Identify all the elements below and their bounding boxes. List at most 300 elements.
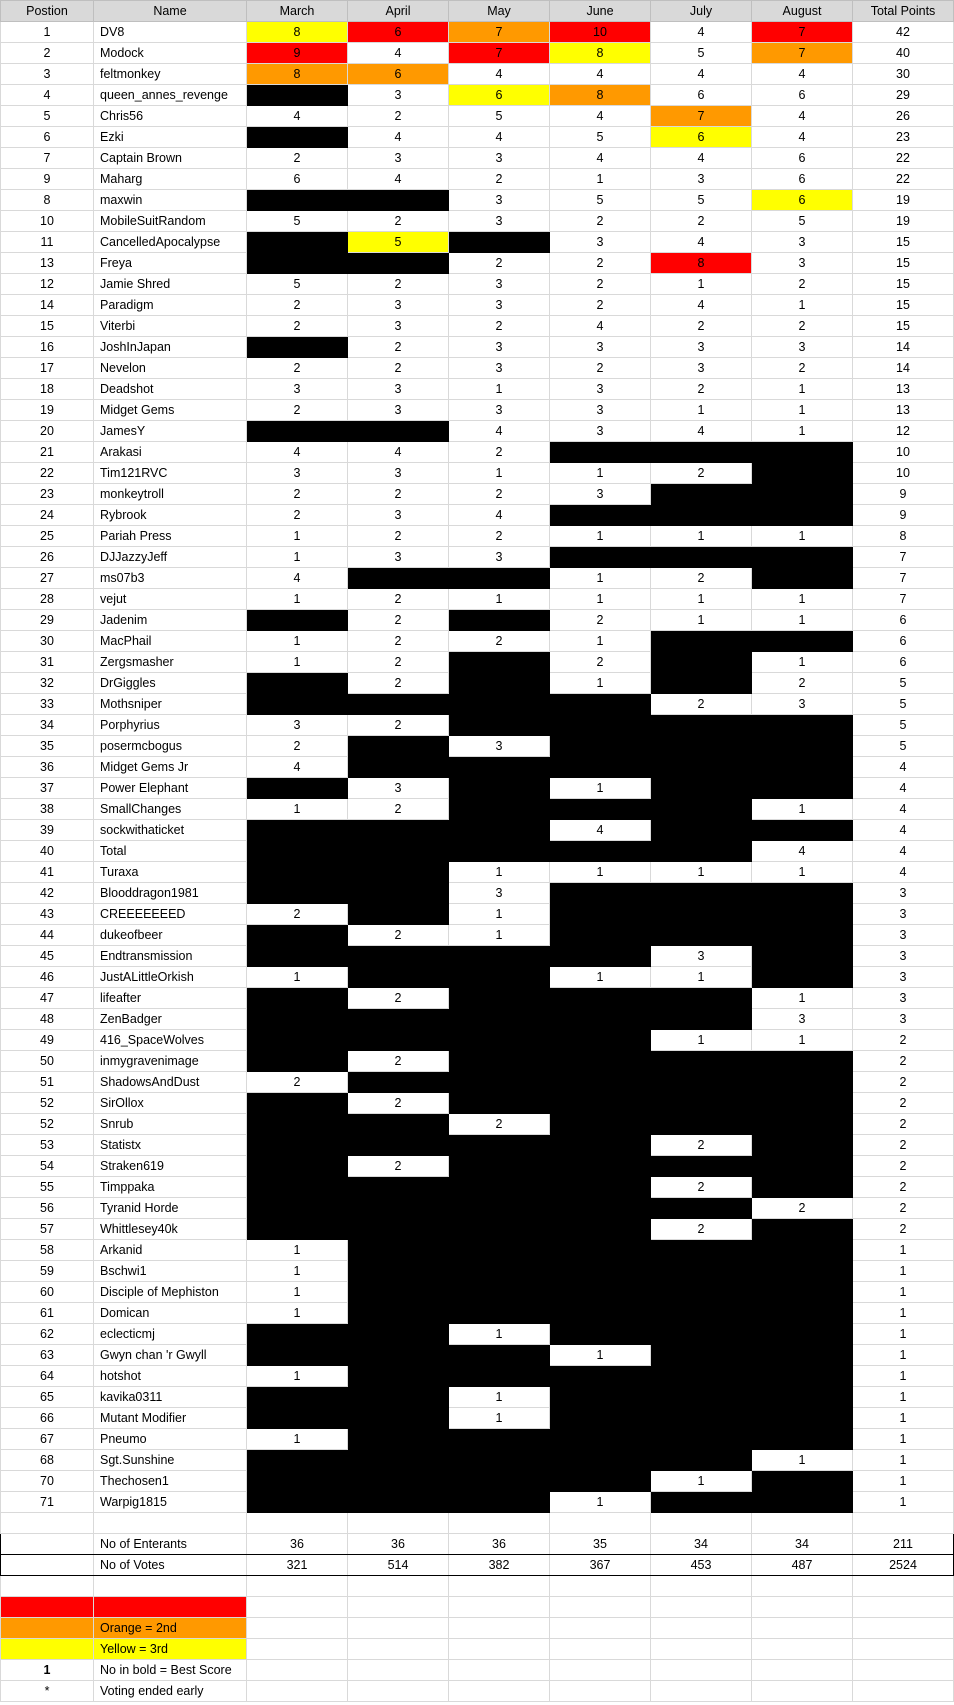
june-score-cell[interactable]: 1: [550, 1345, 651, 1366]
total-points-cell[interactable]: 7: [853, 568, 954, 589]
total-points-cell[interactable]: 7: [853, 589, 954, 610]
june-score-cell[interactable]: [550, 1429, 651, 1450]
position-cell[interactable]: 43: [1, 904, 94, 925]
may-score-cell[interactable]: [449, 1219, 550, 1240]
empty-cell[interactable]: [348, 1513, 449, 1534]
may-score-cell[interactable]: 2: [449, 316, 550, 337]
name-cell[interactable]: Timppaka: [94, 1177, 247, 1198]
june-score-cell[interactable]: 3: [550, 337, 651, 358]
may-score-cell[interactable]: [449, 1030, 550, 1051]
legend-text[interactable]: Orange = 2nd: [94, 1618, 247, 1639]
name-cell[interactable]: Snrub: [94, 1114, 247, 1135]
position-cell[interactable]: 35: [1, 736, 94, 757]
empty-cell[interactable]: [247, 1597, 348, 1618]
april-score-cell[interactable]: 2: [348, 610, 449, 631]
july-score-cell[interactable]: 3: [651, 358, 752, 379]
total-points-cell[interactable]: 29: [853, 85, 954, 106]
position-cell[interactable]: 31: [1, 652, 94, 673]
july-score-cell[interactable]: [651, 757, 752, 778]
march-score-cell[interactable]: 2: [247, 295, 348, 316]
july-score-cell[interactable]: [651, 1408, 752, 1429]
april-score-cell[interactable]: 2: [348, 589, 449, 610]
name-cell[interactable]: Endtransmission: [94, 946, 247, 967]
july-score-cell[interactable]: [651, 1114, 752, 1135]
april-score-cell[interactable]: [348, 1135, 449, 1156]
july-score-cell[interactable]: [651, 1282, 752, 1303]
july-score-cell[interactable]: 2: [651, 316, 752, 337]
summary-total-cell[interactable]: 211: [853, 1534, 954, 1555]
march-score-cell[interactable]: [247, 1324, 348, 1345]
july-score-cell[interactable]: [651, 652, 752, 673]
april-score-cell[interactable]: [348, 1198, 449, 1219]
june-score-cell[interactable]: [550, 547, 651, 568]
may-score-cell[interactable]: [449, 1198, 550, 1219]
june-score-cell[interactable]: 4: [550, 64, 651, 85]
april-score-cell[interactable]: 3: [348, 295, 449, 316]
june-score-cell[interactable]: 8: [550, 85, 651, 106]
may-score-cell[interactable]: 1: [449, 379, 550, 400]
april-score-cell[interactable]: 3: [348, 85, 449, 106]
july-score-cell[interactable]: 8: [651, 253, 752, 274]
august-score-cell[interactable]: 1: [752, 988, 853, 1009]
position-cell[interactable]: 65: [1, 1387, 94, 1408]
may-score-cell[interactable]: 4: [449, 421, 550, 442]
may-score-cell[interactable]: [449, 1009, 550, 1030]
empty-cell[interactable]: [752, 1513, 853, 1534]
april-score-cell[interactable]: [348, 190, 449, 211]
august-score-cell[interactable]: [752, 778, 853, 799]
june-score-cell[interactable]: 2: [550, 295, 651, 316]
april-score-cell[interactable]: [348, 1303, 449, 1324]
total-points-cell[interactable]: 7: [853, 547, 954, 568]
may-score-cell[interactable]: [449, 1303, 550, 1324]
july-score-cell[interactable]: [651, 1198, 752, 1219]
august-score-cell[interactable]: [752, 547, 853, 568]
june-score-cell[interactable]: [550, 946, 651, 967]
june-score-cell[interactable]: 5: [550, 127, 651, 148]
july-score-cell[interactable]: [651, 925, 752, 946]
summary-total-cell[interactable]: 2524: [853, 1555, 954, 1576]
name-cell[interactable]: Mutant Modifier: [94, 1408, 247, 1429]
name-cell[interactable]: posermcbogus: [94, 736, 247, 757]
name-cell[interactable]: DrGiggles: [94, 673, 247, 694]
name-cell[interactable]: Pariah Press: [94, 526, 247, 547]
name-cell[interactable]: Midget Gems: [94, 400, 247, 421]
position-cell[interactable]: 30: [1, 631, 94, 652]
june-score-cell[interactable]: 1: [550, 967, 651, 988]
name-cell[interactable]: JustALittleOrkish: [94, 967, 247, 988]
june-score-cell[interactable]: [550, 1303, 651, 1324]
june-score-cell[interactable]: [550, 1366, 651, 1387]
total-points-cell[interactable]: 6: [853, 652, 954, 673]
position-cell[interactable]: 36: [1, 757, 94, 778]
april-score-cell[interactable]: [348, 841, 449, 862]
may-score-cell[interactable]: 3: [449, 337, 550, 358]
name-cell[interactable]: Gwyn chan 'r Gwyll: [94, 1345, 247, 1366]
july-score-cell[interactable]: 4: [651, 148, 752, 169]
june-score-cell[interactable]: [550, 1387, 651, 1408]
may-score-cell[interactable]: [449, 1450, 550, 1471]
total-points-cell[interactable]: 12: [853, 421, 954, 442]
april-score-cell[interactable]: 2: [348, 526, 449, 547]
may-score-cell[interactable]: [449, 1051, 550, 1072]
april-score-cell[interactable]: 3: [348, 379, 449, 400]
summary-label[interactable]: No of Enterants: [94, 1534, 247, 1555]
july-score-cell[interactable]: 2: [651, 1219, 752, 1240]
may-score-cell[interactable]: 1: [449, 589, 550, 610]
march-score-cell[interactable]: [247, 1135, 348, 1156]
august-score-cell[interactable]: [752, 820, 853, 841]
may-summary-cell[interactable]: 382: [449, 1555, 550, 1576]
position-cell[interactable]: 10: [1, 211, 94, 232]
august-score-cell[interactable]: 2: [752, 673, 853, 694]
column-header[interactable]: Postion: [1, 1, 94, 22]
april-score-cell[interactable]: 2: [348, 484, 449, 505]
july-score-cell[interactable]: [651, 1240, 752, 1261]
july-score-cell[interactable]: 1: [651, 967, 752, 988]
august-score-cell[interactable]: 2: [752, 274, 853, 295]
april-score-cell[interactable]: 3: [348, 463, 449, 484]
empty-cell[interactable]: [550, 1513, 651, 1534]
march-score-cell[interactable]: [247, 421, 348, 442]
june-score-cell[interactable]: [550, 1072, 651, 1093]
july-score-cell[interactable]: [651, 1387, 752, 1408]
march-score-cell[interactable]: [247, 1009, 348, 1030]
total-points-cell[interactable]: 3: [853, 946, 954, 967]
march-score-cell[interactable]: 1: [247, 1429, 348, 1450]
june-score-cell[interactable]: 1: [550, 169, 651, 190]
march-score-cell[interactable]: 3: [247, 715, 348, 736]
empty-cell[interactable]: [853, 1597, 954, 1618]
position-cell[interactable]: 40: [1, 841, 94, 862]
may-score-cell[interactable]: 3: [449, 400, 550, 421]
april-score-cell[interactable]: [348, 421, 449, 442]
legend-text[interactable]: Yellow = 3rd: [94, 1639, 247, 1660]
legend-swatch[interactable]: 1: [1, 1660, 94, 1681]
july-score-cell[interactable]: 7: [651, 106, 752, 127]
april-score-cell[interactable]: [348, 757, 449, 778]
position-cell[interactable]: 9: [1, 169, 94, 190]
empty-cell[interactable]: [348, 1681, 449, 1702]
may-score-cell[interactable]: 2: [449, 484, 550, 505]
position-cell[interactable]: 49: [1, 1030, 94, 1051]
may-score-cell[interactable]: [449, 610, 550, 631]
name-cell[interactable]: dukeofbeer: [94, 925, 247, 946]
june-score-cell[interactable]: 3: [550, 484, 651, 505]
empty-cell[interactable]: [752, 1639, 853, 1660]
april-score-cell[interactable]: [348, 1408, 449, 1429]
name-cell[interactable]: Power Elephant: [94, 778, 247, 799]
july-score-cell[interactable]: 1: [651, 1030, 752, 1051]
march-score-cell[interactable]: 3: [247, 379, 348, 400]
total-points-cell[interactable]: 15: [853, 253, 954, 274]
empty-cell[interactable]: [853, 1618, 954, 1639]
total-points-cell[interactable]: 5: [853, 694, 954, 715]
june-score-cell[interactable]: [550, 904, 651, 925]
august-score-cell[interactable]: 4: [752, 127, 853, 148]
march-score-cell[interactable]: 2: [247, 505, 348, 526]
august-score-cell[interactable]: [752, 1156, 853, 1177]
total-points-cell[interactable]: 3: [853, 967, 954, 988]
april-score-cell[interactable]: 3: [348, 316, 449, 337]
april-score-cell[interactable]: [348, 1324, 449, 1345]
name-cell[interactable]: Disciple of Mephiston: [94, 1282, 247, 1303]
june-score-cell[interactable]: 1: [550, 1492, 651, 1513]
april-score-cell[interactable]: [348, 1219, 449, 1240]
may-score-cell[interactable]: 4: [449, 127, 550, 148]
empty-cell[interactable]: [550, 1660, 651, 1681]
may-score-cell[interactable]: 3: [449, 547, 550, 568]
july-score-cell[interactable]: [651, 1009, 752, 1030]
name-cell[interactable]: inmygravenimage: [94, 1051, 247, 1072]
position-cell[interactable]: 5: [1, 106, 94, 127]
may-score-cell[interactable]: 2: [449, 442, 550, 463]
may-score-cell[interactable]: [449, 652, 550, 673]
position-cell[interactable]: 37: [1, 778, 94, 799]
august-score-cell[interactable]: 7: [752, 43, 853, 64]
august-score-cell[interactable]: 3: [752, 337, 853, 358]
position-cell[interactable]: 20: [1, 421, 94, 442]
legend-text[interactable]: Voting ended early: [94, 1681, 247, 1702]
may-score-cell[interactable]: 1: [449, 904, 550, 925]
april-score-cell[interactable]: [348, 1177, 449, 1198]
may-score-cell[interactable]: [449, 1093, 550, 1114]
march-score-cell[interactable]: 1: [247, 1261, 348, 1282]
legend-swatch[interactable]: [1, 1639, 94, 1660]
name-cell[interactable]: Deadshot: [94, 379, 247, 400]
august-score-cell[interactable]: [752, 1366, 853, 1387]
position-cell[interactable]: 61: [1, 1303, 94, 1324]
may-score-cell[interactable]: 2: [449, 253, 550, 274]
august-score-cell[interactable]: 4: [752, 106, 853, 127]
position-cell[interactable]: 16: [1, 337, 94, 358]
name-cell[interactable]: Jadenim: [94, 610, 247, 631]
august-score-cell[interactable]: 2: [752, 358, 853, 379]
name-cell[interactable]: Warpig1815: [94, 1492, 247, 1513]
april-score-cell[interactable]: [348, 1240, 449, 1261]
position-cell[interactable]: 15: [1, 316, 94, 337]
legend-swatch[interactable]: *: [1, 1681, 94, 1702]
position-cell[interactable]: 17: [1, 358, 94, 379]
total-points-cell[interactable]: 4: [853, 799, 954, 820]
total-points-cell[interactable]: 2: [853, 1051, 954, 1072]
column-header[interactable]: July: [651, 1, 752, 22]
june-score-cell[interactable]: 5: [550, 190, 651, 211]
july-score-cell[interactable]: [651, 1345, 752, 1366]
july-score-cell[interactable]: 4: [651, 232, 752, 253]
name-cell[interactable]: Midget Gems Jr: [94, 757, 247, 778]
empty-cell[interactable]: [449, 1576, 550, 1597]
august-score-cell[interactable]: [752, 736, 853, 757]
april-score-cell[interactable]: [348, 1387, 449, 1408]
position-cell[interactable]: 56: [1, 1198, 94, 1219]
june-score-cell[interactable]: 1: [550, 568, 651, 589]
empty-cell[interactable]: [853, 1576, 954, 1597]
april-score-cell[interactable]: 2: [348, 1156, 449, 1177]
may-score-cell[interactable]: 1: [449, 1387, 550, 1408]
march-score-cell[interactable]: [247, 1387, 348, 1408]
position-cell[interactable]: 19: [1, 400, 94, 421]
august-score-cell[interactable]: [752, 1072, 853, 1093]
june-score-cell[interactable]: 4: [550, 148, 651, 169]
april-score-cell[interactable]: [348, 1366, 449, 1387]
april-score-cell[interactable]: 2: [348, 799, 449, 820]
total-points-cell[interactable]: 1: [853, 1429, 954, 1450]
column-header[interactable]: June: [550, 1, 651, 22]
april-score-cell[interactable]: [348, 967, 449, 988]
position-cell[interactable]: 67: [1, 1429, 94, 1450]
august-score-cell[interactable]: 6: [752, 85, 853, 106]
april-score-cell[interactable]: 4: [348, 442, 449, 463]
july-score-cell[interactable]: [651, 1093, 752, 1114]
august-score-cell[interactable]: [752, 946, 853, 967]
position-cell[interactable]: 50: [1, 1051, 94, 1072]
may-score-cell[interactable]: [449, 988, 550, 1009]
position-cell[interactable]: 45: [1, 946, 94, 967]
position-cell[interactable]: 39: [1, 820, 94, 841]
april-score-cell[interactable]: [348, 1282, 449, 1303]
july-score-cell[interactable]: 4: [651, 22, 752, 43]
june-score-cell[interactable]: [550, 1177, 651, 1198]
march-score-cell[interactable]: 1: [247, 631, 348, 652]
august-score-cell[interactable]: [752, 715, 853, 736]
august-score-cell[interactable]: [752, 505, 853, 526]
july-score-cell[interactable]: 2: [651, 1177, 752, 1198]
name-cell[interactable]: sockwithaticket: [94, 820, 247, 841]
name-cell[interactable]: Maharg: [94, 169, 247, 190]
march-score-cell[interactable]: 9: [247, 43, 348, 64]
june-score-cell[interactable]: 1: [550, 589, 651, 610]
june-score-cell[interactable]: 1: [550, 463, 651, 484]
march-score-cell[interactable]: [247, 862, 348, 883]
may-score-cell[interactable]: 3: [449, 295, 550, 316]
august-score-cell[interactable]: 5: [752, 211, 853, 232]
empty-cell[interactable]: [247, 1639, 348, 1660]
total-points-cell[interactable]: 26: [853, 106, 954, 127]
june-score-cell[interactable]: 4: [550, 316, 651, 337]
march-score-cell[interactable]: 8: [247, 64, 348, 85]
position-cell[interactable]: 34: [1, 715, 94, 736]
april-score-cell[interactable]: 2: [348, 715, 449, 736]
total-points-cell[interactable]: 1: [853, 1282, 954, 1303]
july-score-cell[interactable]: [651, 1492, 752, 1513]
march-score-cell[interactable]: 1: [247, 967, 348, 988]
june-score-cell[interactable]: 3: [550, 379, 651, 400]
may-score-cell[interactable]: [449, 1177, 550, 1198]
name-cell[interactable]: Turaxa: [94, 862, 247, 883]
may-score-cell[interactable]: [449, 715, 550, 736]
march-score-cell[interactable]: [247, 253, 348, 274]
position-cell[interactable]: 11: [1, 232, 94, 253]
position-cell[interactable]: 2: [1, 43, 94, 64]
july-score-cell[interactable]: [651, 1366, 752, 1387]
july-score-cell[interactable]: 1: [651, 274, 752, 295]
name-cell[interactable]: Domican: [94, 1303, 247, 1324]
april-score-cell[interactable]: [348, 1429, 449, 1450]
march-score-cell[interactable]: [247, 1051, 348, 1072]
august-score-cell[interactable]: [752, 1261, 853, 1282]
march-score-cell[interactable]: [247, 610, 348, 631]
name-cell[interactable]: ZenBadger: [94, 1009, 247, 1030]
june-score-cell[interactable]: 4: [550, 106, 651, 127]
may-score-cell[interactable]: [449, 1429, 550, 1450]
june-score-cell[interactable]: 2: [550, 652, 651, 673]
empty-cell[interactable]: [651, 1576, 752, 1597]
april-score-cell[interactable]: 2: [348, 1093, 449, 1114]
may-score-cell[interactable]: [449, 1282, 550, 1303]
july-score-cell[interactable]: 2: [651, 694, 752, 715]
april-score-cell[interactable]: [348, 862, 449, 883]
july-score-cell[interactable]: 2: [651, 568, 752, 589]
july-summary-cell[interactable]: 453: [651, 1555, 752, 1576]
august-score-cell[interactable]: [752, 883, 853, 904]
july-score-cell[interactable]: 6: [651, 85, 752, 106]
position-cell[interactable]: 22: [1, 463, 94, 484]
august-score-cell[interactable]: [752, 1408, 853, 1429]
july-score-cell[interactable]: 6: [651, 127, 752, 148]
total-points-cell[interactable]: 1: [853, 1408, 954, 1429]
empty-cell[interactable]: [752, 1618, 853, 1639]
may-score-cell[interactable]: [449, 820, 550, 841]
august-score-cell[interactable]: [752, 757, 853, 778]
total-points-cell[interactable]: 10: [853, 442, 954, 463]
empty-cell[interactable]: [449, 1513, 550, 1534]
empty-cell[interactable]: [94, 1576, 247, 1597]
name-cell[interactable]: Ezki: [94, 127, 247, 148]
may-summary-cell[interactable]: 36: [449, 1534, 550, 1555]
empty-cell[interactable]: [449, 1618, 550, 1639]
may-score-cell[interactable]: 4: [449, 64, 550, 85]
april-score-cell[interactable]: 2: [348, 1051, 449, 1072]
empty-cell[interactable]: [449, 1660, 550, 1681]
total-points-cell[interactable]: 2: [853, 1177, 954, 1198]
march-score-cell[interactable]: [247, 337, 348, 358]
august-score-cell[interactable]: 1: [752, 589, 853, 610]
july-score-cell[interactable]: 4: [651, 64, 752, 85]
may-score-cell[interactable]: 3: [449, 211, 550, 232]
june-score-cell[interactable]: 1: [550, 862, 651, 883]
position-cell[interactable]: 47: [1, 988, 94, 1009]
june-score-cell[interactable]: [550, 1156, 651, 1177]
total-points-cell[interactable]: 1: [853, 1492, 954, 1513]
total-points-cell[interactable]: 4: [853, 778, 954, 799]
april-score-cell[interactable]: 4: [348, 43, 449, 64]
april-summary-cell[interactable]: 36: [348, 1534, 449, 1555]
april-score-cell[interactable]: [348, 883, 449, 904]
august-score-cell[interactable]: 1: [752, 400, 853, 421]
march-score-cell[interactable]: [247, 946, 348, 967]
total-points-cell[interactable]: 22: [853, 169, 954, 190]
empty-cell[interactable]: [247, 1513, 348, 1534]
june-score-cell[interactable]: 8: [550, 43, 651, 64]
july-score-cell[interactable]: 4: [651, 295, 752, 316]
position-cell[interactable]: 42: [1, 883, 94, 904]
march-score-cell[interactable]: 1: [247, 526, 348, 547]
position-cell[interactable]: 23: [1, 484, 94, 505]
april-score-cell[interactable]: 6: [348, 64, 449, 85]
name-cell[interactable]: Sgt.Sunshine: [94, 1450, 247, 1471]
position-cell[interactable]: 12: [1, 274, 94, 295]
empty-cell[interactable]: [247, 1618, 348, 1639]
legend-text[interactable]: [94, 1597, 247, 1618]
empty-cell[interactable]: [1, 1534, 94, 1555]
may-score-cell[interactable]: 2: [449, 169, 550, 190]
july-score-cell[interactable]: [651, 1303, 752, 1324]
august-score-cell[interactable]: [752, 568, 853, 589]
may-score-cell[interactable]: [449, 1345, 550, 1366]
may-score-cell[interactable]: 6: [449, 85, 550, 106]
august-score-cell[interactable]: 4: [752, 841, 853, 862]
